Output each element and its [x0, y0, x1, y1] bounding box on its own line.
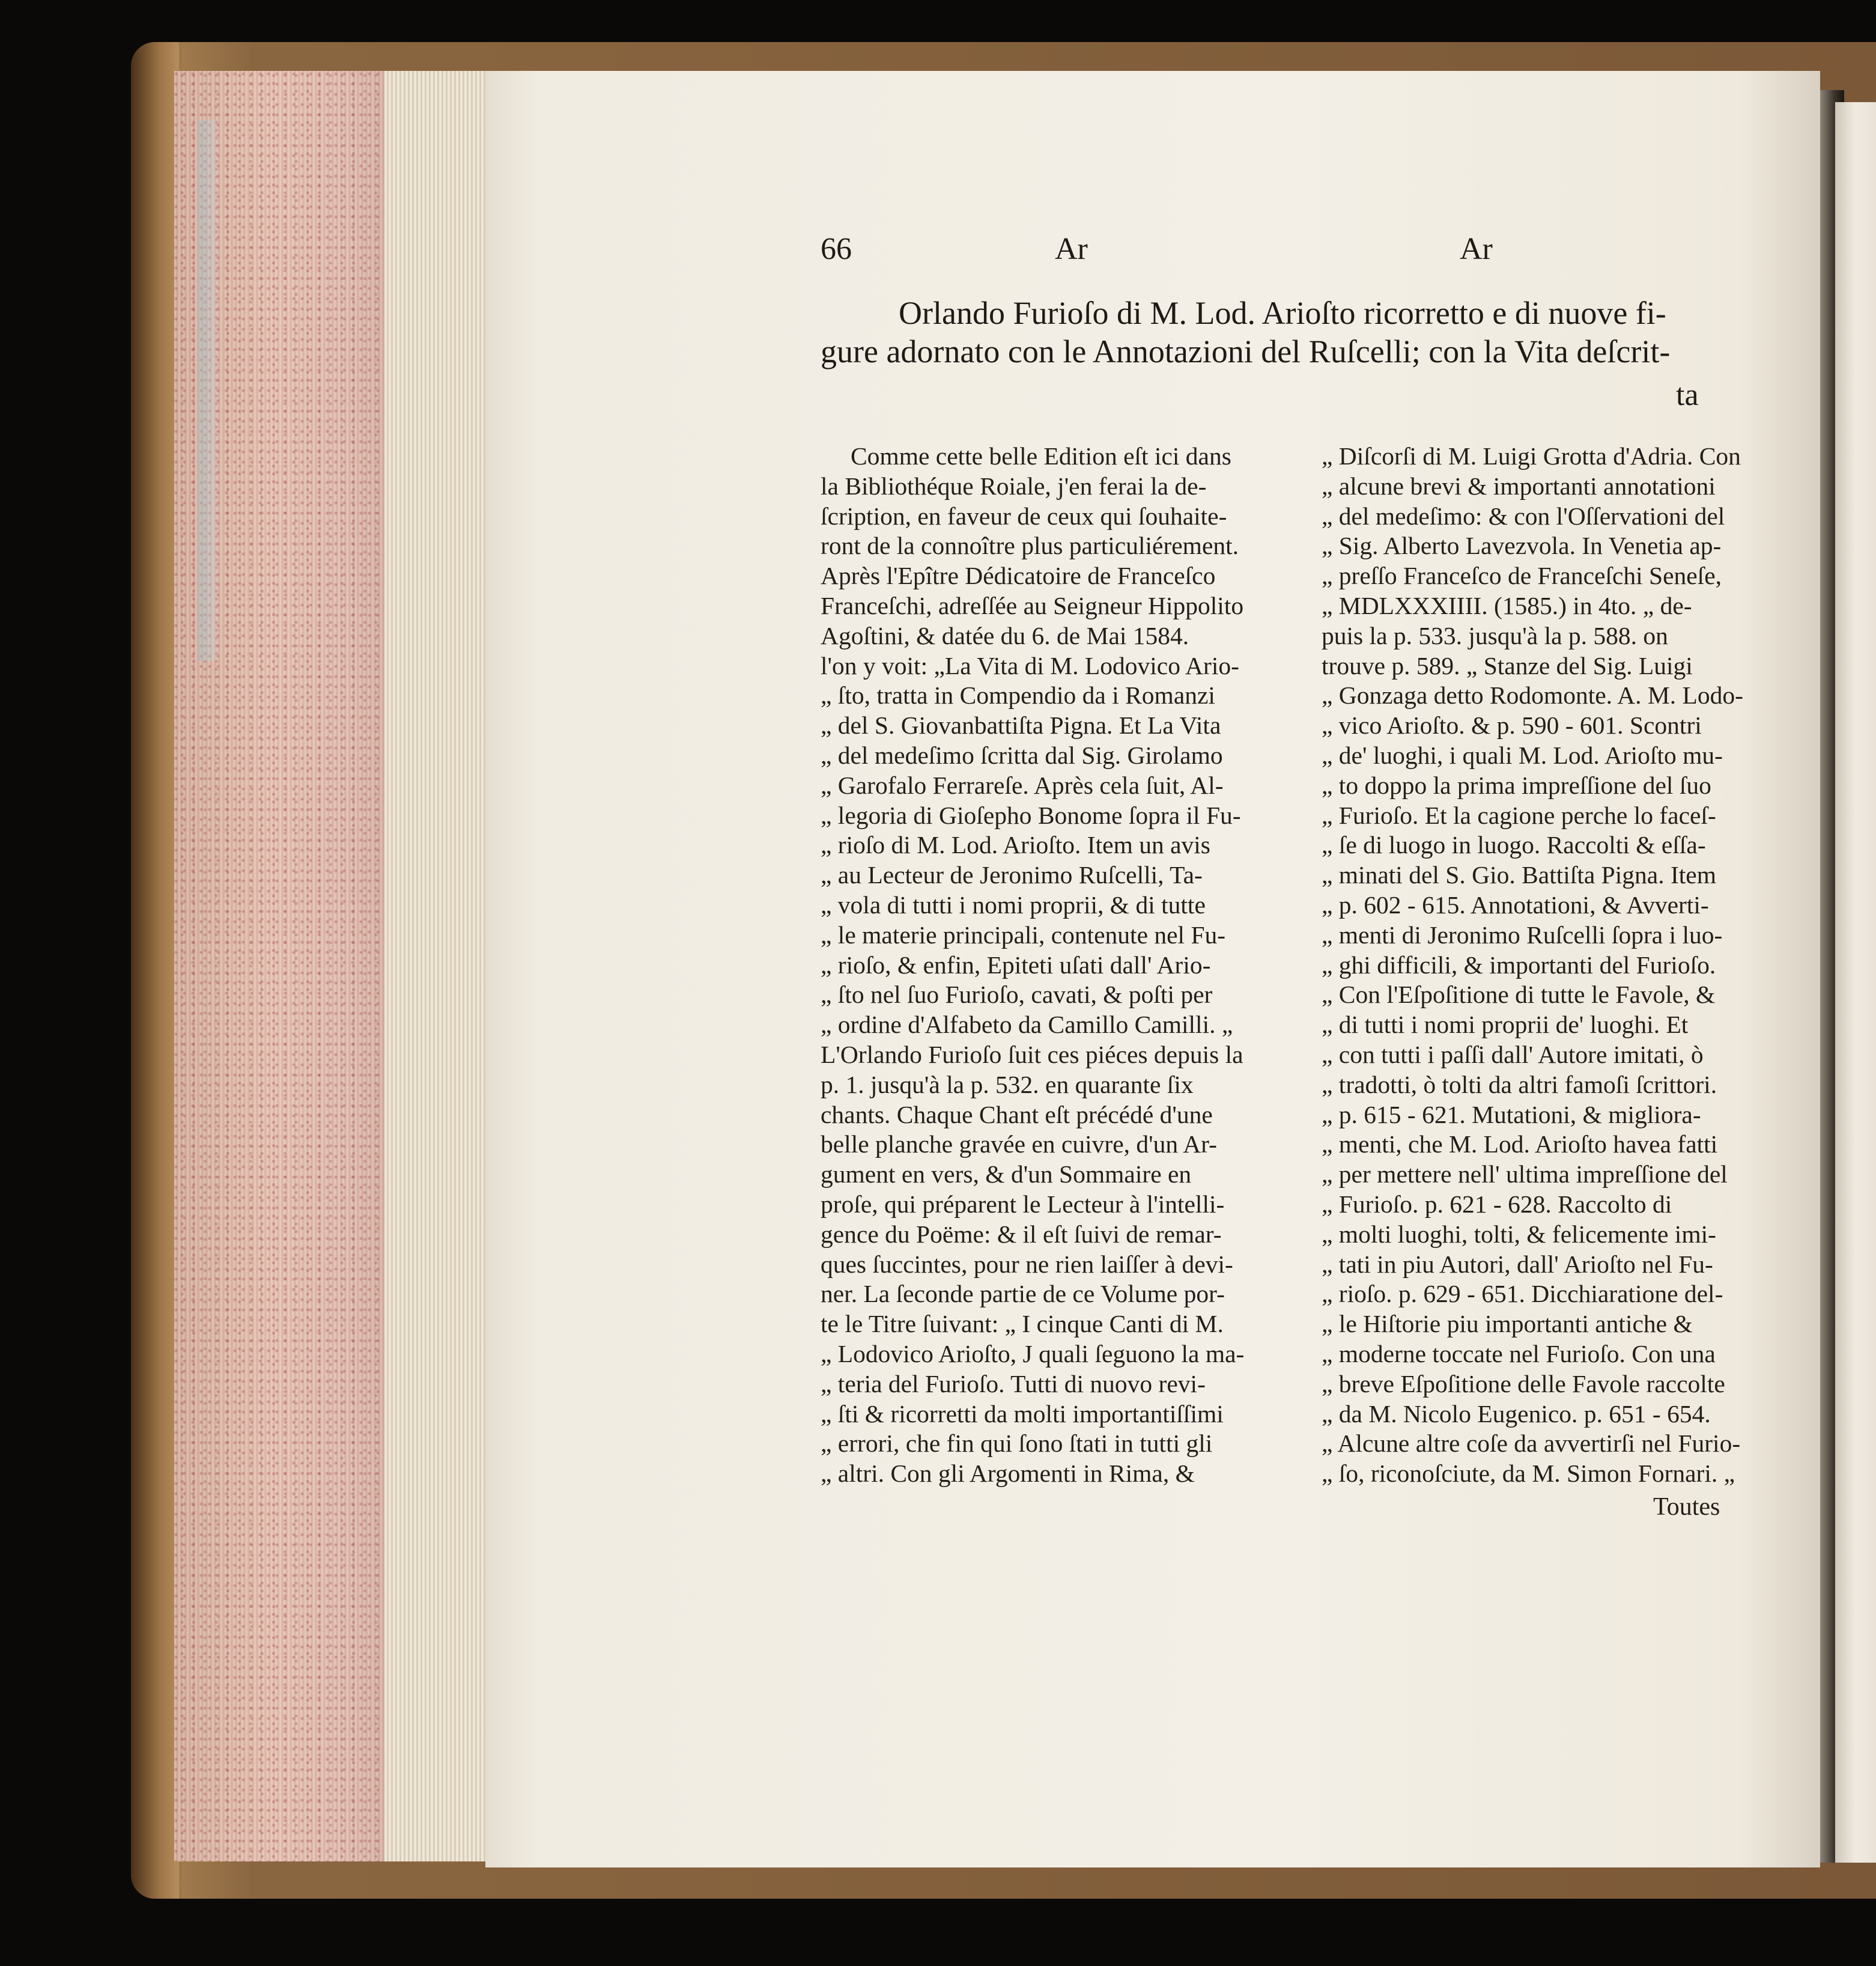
- text-line: „ Con l'Eſpoſitione di tutte le Favole, &: [1322, 981, 1716, 1009]
- running-head-left: Ar: [1055, 232, 1088, 266]
- left-text-column: [821, 442, 1265, 1489]
- text-line: „ ſti & ricorretti da molti importantiſſimi: [821, 1399, 1224, 1428]
- text-line: „ ſe di luogo in luogo. Raccolti & eſſa-: [1322, 831, 1706, 859]
- text-line: „ MDLXXXIIII. (1585.) in 4to. „ de-: [1322, 591, 1692, 619]
- cover-spine-edge: [131, 42, 179, 1899]
- text-line: „ moderne toccate nel Furioſo. Con una: [1322, 1339, 1716, 1368]
- text-line: „ con tutti i paſſi dall' Autore imitati, ò: [1322, 1040, 1704, 1068]
- text-line: „ rioſo di M. Lod. Arioſto. Item un avis: [821, 831, 1210, 859]
- entry-title-line-3: ta: [1676, 378, 1699, 412]
- text-line: la Bibliothéque Roiale, j'en ferai la de-: [821, 472, 1207, 500]
- text-line: „ Lodovico Arioſto, J quali ſeguono la ma-: [821, 1339, 1245, 1368]
- page-number: 66: [821, 232, 852, 266]
- text-line: l'on y voit: „La Vita di M. Lodovico Ario-: [821, 651, 1239, 680]
- text-line: „ Gonzaga detto Rodomonte. A. M. Lodo-: [1322, 681, 1743, 710]
- text-line: belle planche gravée en cuivre, d'un Ar-: [821, 1130, 1217, 1158]
- text-line: „ p. 602 - 615. Annotationi, & Avverti-: [1322, 890, 1709, 919]
- text-line: L'Orlando Furioſo ſuit ces piéces depuis la: [821, 1040, 1243, 1068]
- running-head-right: Ar: [1460, 232, 1493, 266]
- right-text-column: [1322, 442, 1743, 1489]
- text-line: ront de la connoître plus particuliérement.: [821, 532, 1239, 560]
- text-line: „ ghi difficili, & importanti del Furioſo.: [1322, 951, 1716, 979]
- text-line: p. 1. jusqu'à la p. 532. en quarante ſix: [821, 1070, 1194, 1098]
- text-line: „ to doppo la prima impreſſione del ſuo: [1322, 771, 1711, 799]
- page-edge-stain: [198, 120, 216, 661]
- text-line: chants. Chaque Chant eſt précédé d'une: [821, 1100, 1213, 1128]
- text-line: „ le Hiſtorie piu importanti antiche &: [1322, 1310, 1693, 1338]
- text-line: „ del medeſimo ſcritta dal Sig. Girolamo: [821, 741, 1223, 769]
- text-line: Franceſchi, adreſſée au Seigneur Hippolito: [821, 591, 1244, 619]
- text-line: „ Sig. Alberto Lavezvola. In Venetia ap-: [1322, 532, 1722, 560]
- text-line: te le Titre ſuivant: „ I cinque Canti di M.: [821, 1310, 1224, 1338]
- text-line: „ Furioſo. Et la cagione perche lo faceſ-: [1322, 801, 1716, 829]
- text-line: „ da M. Nicolo Eugenico. p. 651 - 654.: [1322, 1399, 1711, 1428]
- text-line: puis la p. 533. jusqu'à la p. 588. on: [1322, 621, 1668, 650]
- text-line: Agoſtini, & datée du 6. de Mai 1584.: [821, 621, 1189, 650]
- text-line: „ Garofalo Ferrareſe. Après cela ſuit, Al-: [821, 771, 1224, 799]
- text-line: „ molti luoghi, tolti, & felicemente imi-: [1322, 1220, 1716, 1248]
- text-line: „ tradotti, ò tolti da altri famoſi ſcrittori.: [1322, 1070, 1717, 1098]
- text-line: „ per mettere nell' ultima impreſſione del: [1322, 1160, 1728, 1188]
- text-line: „ alcune brevi & importanti annotationi: [1322, 472, 1716, 500]
- text-line: „ teria del Furioſo. Tutti di nuovo revi-: [821, 1369, 1206, 1398]
- text-line: Après l'Epître Dédicatoire de Franceſco: [821, 562, 1216, 590]
- entry-title-line-2: gure adornato con le Annotazioni del Ruſcelli; con la Vita deſcrit-: [821, 333, 1671, 370]
- text-line: „ rioſo. p. 629 - 651. Dicchiaratione del-: [1322, 1280, 1723, 1308]
- text-line: „ de' luoghi, i quali M. Lod. Arioſto mu-: [1322, 741, 1723, 769]
- text-line: „ menti, che M. Lod. Arioſto havea fatti: [1322, 1130, 1718, 1158]
- text-line: „ rioſo, & enfin, Epiteti uſati dall' Ario-: [821, 951, 1211, 979]
- text-line: ques ſuccintes, pour ne rien laiſſer à devi-: [821, 1250, 1233, 1278]
- text-line: „ errori, che fin qui ſono ſtati in tutti gli: [821, 1429, 1213, 1458]
- text-line: Comme cette belle Edition eſt ici dans: [851, 442, 1231, 470]
- text-line: „ le materie principali, contenute nel Fu-: [821, 921, 1226, 949]
- text-line: „ ſto nel ſuo Furioſo, cavati, & poſti per: [821, 981, 1213, 1009]
- text-line: „ ſo, riconoſciute, da M. Simon Fornari. „: [1322, 1459, 1735, 1488]
- entry-title-line-1: Orlando Furioſo di M. Lod. Arioſto ricorretto e di nuove fi-: [899, 295, 1666, 331]
- text-line: ſcription, en faveur de ceux qui ſouhaite-: [821, 502, 1227, 530]
- text-line: „ preſſo Franceſco de Franceſchi Seneſe,: [1322, 562, 1722, 590]
- text-line: „ Diſcorſi di M. Luigi Grotta d'Adria. Con: [1322, 442, 1741, 470]
- text-line: „ Alcune altre coſe da avvertirſi nel Furio-: [1322, 1429, 1741, 1458]
- text-line: „ vico Arioſto. & p. 590 - 601. Scontri: [1322, 711, 1702, 740]
- text-line: „ del S. Giovanbattiſta Pigna. Et La Vita: [821, 711, 1221, 740]
- text-line: „ di tutti i nomi proprii de' luoghi. Et: [1322, 1011, 1689, 1039]
- text-line: trouve p. 589. „ Stanze del Sig. Luigi: [1322, 651, 1693, 680]
- text-line: „ ſto, tratta in Compendio da i Romanzi: [821, 681, 1215, 710]
- catchword: Toutes: [1653, 1493, 1720, 1521]
- page-block-edges: [384, 71, 487, 1861]
- text-line: „ altri. Con gli Argomenti in Rima, &: [821, 1459, 1195, 1488]
- text-line: „ legoria di Gioſepho Bonome ſopra il Fu-: [821, 801, 1241, 829]
- text-line: ner. La ſeconde partie de ce Volume por-: [821, 1280, 1225, 1308]
- text-line: „ tati in piu Autori, dall' Arioſto nel Fu-: [1322, 1250, 1713, 1278]
- text-line: „ au Lecteur de Jeronimo Ruſcelli, Ta-: [821, 861, 1203, 889]
- text-line: „ p. 615 - 621. Mutationi, & migliora-: [1322, 1100, 1701, 1128]
- text-line: „ breve Eſpoſitione delle Favole raccolte: [1322, 1369, 1725, 1398]
- text-line: proſe, qui préparent le Lecteur à l'intelli-: [821, 1190, 1225, 1218]
- text-line: „ Furioſo. p. 621 - 628. Raccolto di: [1322, 1190, 1672, 1218]
- text-line: „ minati del S. Gio. Battiſta Pigna. Item: [1322, 861, 1716, 889]
- text-line: „ menti di Jeronimo Ruſcelli ſopra i luo-: [1322, 921, 1723, 949]
- text-line: „ vola di tutti i nomi proprii, & di tutte: [821, 890, 1206, 919]
- text-line: „ del medeſimo: & con l'Oſſervationi del: [1322, 502, 1725, 530]
- text-line: gence du Poëme: & il eſt ſuivi de remar-: [821, 1220, 1222, 1248]
- facing-page-edge: [1835, 102, 1876, 1863]
- text-line: „ ordine d'Alfabeto da Camillo Camilli. „: [821, 1011, 1233, 1039]
- text-line: gument en vers, & d'un Sommaire en: [821, 1160, 1192, 1188]
